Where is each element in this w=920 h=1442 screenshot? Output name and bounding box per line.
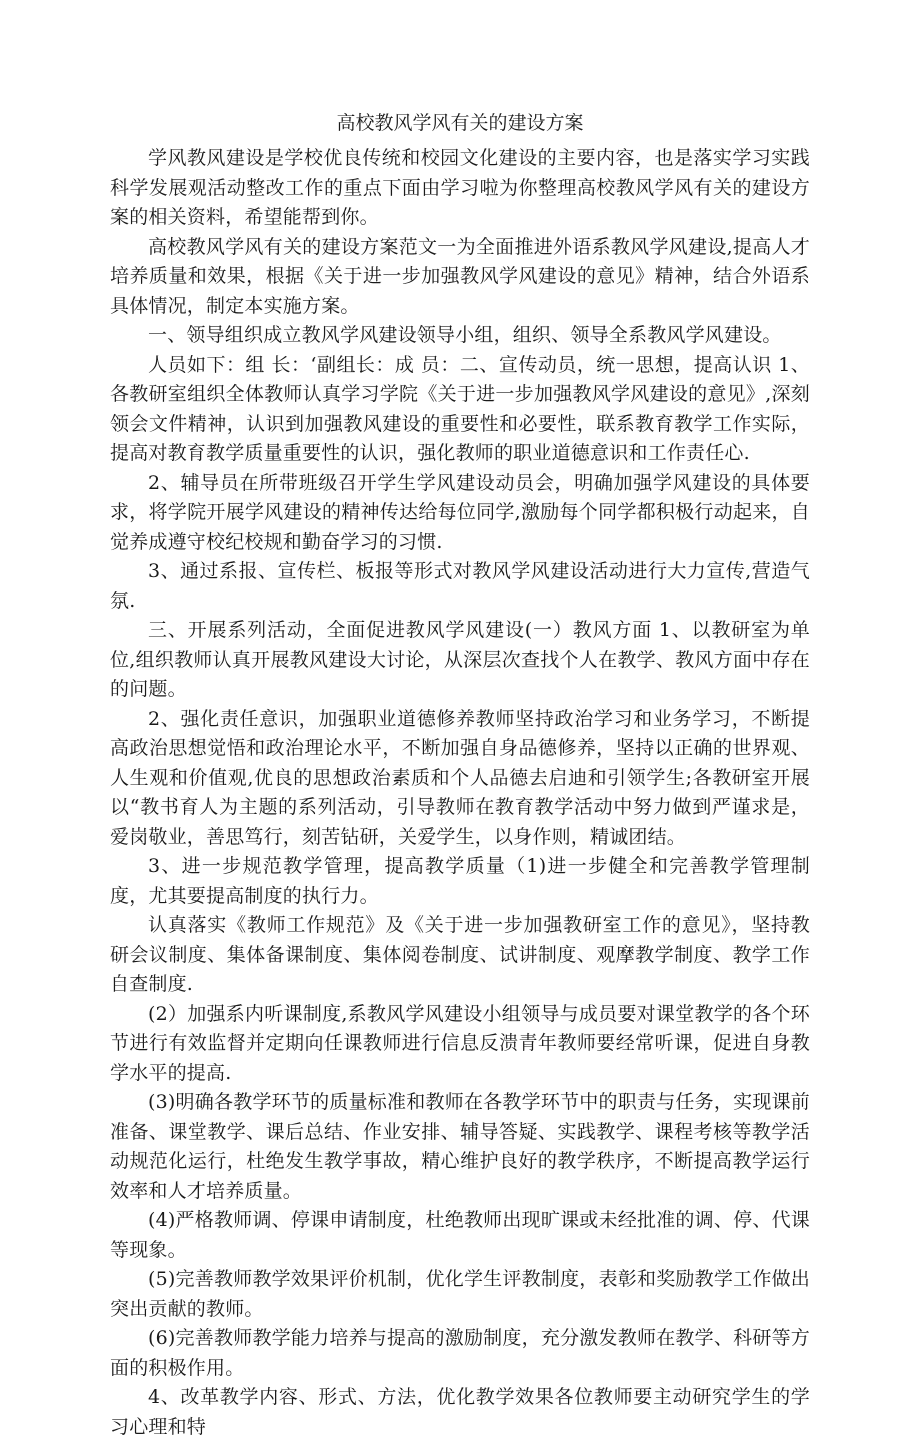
paragraph-sample-one: 高校教风学风有关的建设方案范文一为全面推进外语系教风学风建设,提高人才培养质量和效果，根据《关于进一步加强教风学风建设的意见》精神，结合外语系具体情况，制定本实施方案。	[110, 235, 810, 317]
paragraph-reform: 4、改革教学内容、形式、方法，优化教学效果各位教师要主动研究学生的学习心理和特	[110, 1386, 810, 1438]
paragraph-section-three: 三、开展系列活动，全面促进教风学风建设(一）教风方面 1、以教研室为单位,组织教师认真开展教风建设大讨论，从深层次查找个人在教学、教风方面中存在的问题。	[110, 619, 810, 700]
paragraph-incentives: (6)完善教师教学能力培养与提高的激励制度，充分激发教师在教学、科研等方面的积极作用。	[110, 1327, 810, 1379]
paragraph-lecture-listening: (2）加强系内听课制度,系教风学风建设小组领导与成员要对课堂教学的各个环节进行有效监督并定期向任课教师进行信息反溃青年教师要经常听课，促进自身教学水平的提高.	[110, 1002, 810, 1084]
paragraph-responsibility: 2、强化责任意识，加强职业道德修养教师坚持政治学习和业务学习，不断提高政治思想觉悟和政治理论水平，不断加强自身品德修养，坚持以正确的世界观、人生观和价值观,优良的思想政治素质和个人品德去启迪和引领学生;各教研室开展以“教书育人为主题的系列活动，引导教师在教育教学活动中努力做到严谨求是，爱岗敬业，善思笃行，刻苦钻研，关爱学生，以身作则，精诚团结。	[110, 707, 810, 848]
paragraph-class-adjustment: (4)严格教师调、停课申请制度，杜绝教师出现旷课或未经批准的调、停、代课等现象。	[110, 1209, 810, 1261]
paragraph-counselor: 2、辅导员在所带班级召开学生学风建设动员会，明确加强学风建设的具体要求，将学院开展学风建设的精神传达给每位同学,激励每个同学都积极行动起来，自觉养成遵守校纪校规和勤奋学习的习惯.	[110, 471, 810, 553]
document-title: 高校教风学风有关的建设方案	[336, 112, 584, 134]
paragraph-section-one: 一、领导组织成立教风学风建设领导小组，组织、领导全系教风学风建设。	[148, 324, 782, 346]
paragraph-regulations: 认真落实《教师工作规范》及《关于进一步加强教研室工作的意见》，坚持教研会议制度、集体备课制度、集体阅卷制度、试讲制度、观摩教学制度、教学工作自查制度.	[110, 914, 810, 995]
paragraph-teaching-management: 3、进一步规范教学管理，提高教学质量（1)进一步健全和完善教学管理制度，尤其要提高制度的执行力。	[110, 855, 810, 907]
paragraph-evaluation: (5)完善教师教学效果评价机制，优化学生评教制度，表彰和奖励教学工作做出突出贡献的教师。	[110, 1268, 810, 1320]
paragraph-intro: 学风教风建设是学校优良传统和校园文化建设的主要内容，也是落实学习实践科学发展观活动整改工作的重点下面由学习啦为你整理高校教风学风有关的建设方案的相关资料，希望能帮到你。	[110, 147, 810, 228]
paragraph-quality-standards: (3)明确各教学环节的质量标准和教师在各教学环节中的职责与任务，实现课前准备、课堂教学、课后总结、作业安排、辅导答疑、实践教学、课程考核等教学活动规范化运行，杜绝发生教学事故，精心维护良好的教学秩序，不断提高教学运行效率和人才培养质量。	[110, 1091, 810, 1202]
paragraph-publicity: 3、通过系报、宣传栏、板报等形式对教风学风建设活动进行大力宣传,营造气氛.	[110, 560, 810, 612]
paragraph-members-section-two: 人员如下：组 长：‘副组长：成 员：二、宣传动员，统一思想，提高认识 1、各教研室组织全体教师认真学习学院《关于进一步加强教风学风建设的意见》,深刻领会文件精神，认识到加强教风建设的重要性和必要性，联系教育教学工作实际，提高对教育教学质量重要性的认识，强化教师的职业道德意识和工作责任心.	[110, 353, 810, 464]
